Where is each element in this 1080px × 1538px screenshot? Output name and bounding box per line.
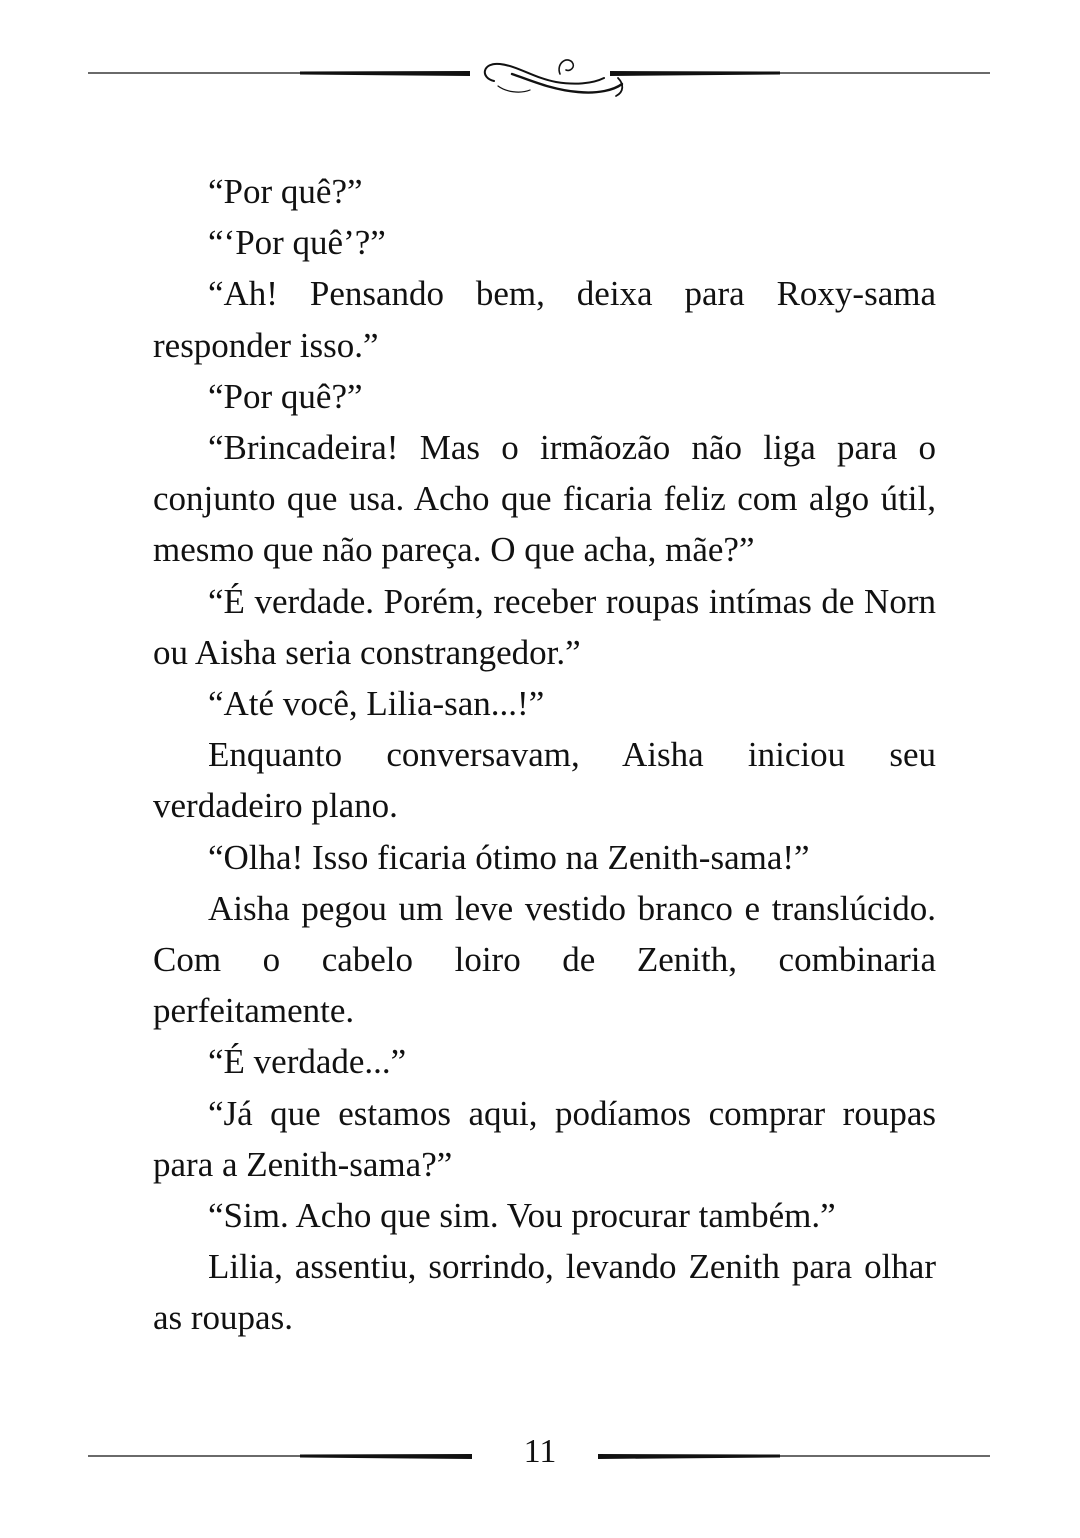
paragraph: “É verdade. Porém, receber roupas intímas de Norn ou Aisha seria constrangedor.” bbox=[153, 581, 936, 672]
paragraph: Enquanto conversavam, Aisha iniciou seu verdadeiro plano. bbox=[153, 735, 936, 826]
paragraph: “Sim. Acho que sim. Vou procurar também.” bbox=[208, 1196, 836, 1236]
paragraph: “Por quê?” bbox=[208, 376, 363, 416]
paragraph: “‘Por quê’?” bbox=[208, 223, 386, 263]
paragraph: “Olha! Isso ficaria ótimo na Zenith-sama!” bbox=[208, 837, 810, 877]
paragraph: Aisha pegou um leve vestido branco e translúcido. Com o cabelo loiro de Zenith, combinaria perfeitamente. bbox=[153, 888, 936, 1031]
swirl-flourish-icon bbox=[485, 60, 622, 96]
paragraph: “Brincadeira! Mas o irmãozão não liga para o conjunto que usa. Acho que ficaria feliz com algo útil, mesmo que não pareça. O que acha, mãe?” bbox=[153, 428, 936, 570]
footer-rule-right bbox=[598, 1454, 990, 1459]
paragraph: Lilia, assentiu, sorrindo, levando Zenith para olhar as roupas. bbox=[153, 1247, 936, 1338]
header-rule-right bbox=[610, 71, 990, 76]
paragraph: “Por quê?” bbox=[208, 172, 363, 211]
header-ornament bbox=[0, 50, 1080, 110]
header-rule-left bbox=[88, 71, 470, 76]
paragraph: “É verdade...” bbox=[208, 1042, 407, 1082]
page-number: 11 bbox=[523, 1433, 557, 1470]
footer-rule-left bbox=[88, 1454, 472, 1459]
paragraph: “Ah! Pensando bem, deixa para Roxy-sama responder isso.” bbox=[153, 274, 936, 365]
paragraph: “Já que estamos aqui, podíamos comprar roupas para a Zenith-sama?” bbox=[153, 1093, 936, 1184]
paragraph: “Até você, Lilia-san...!” bbox=[208, 684, 545, 724]
text-body bbox=[153, 166, 936, 1344]
